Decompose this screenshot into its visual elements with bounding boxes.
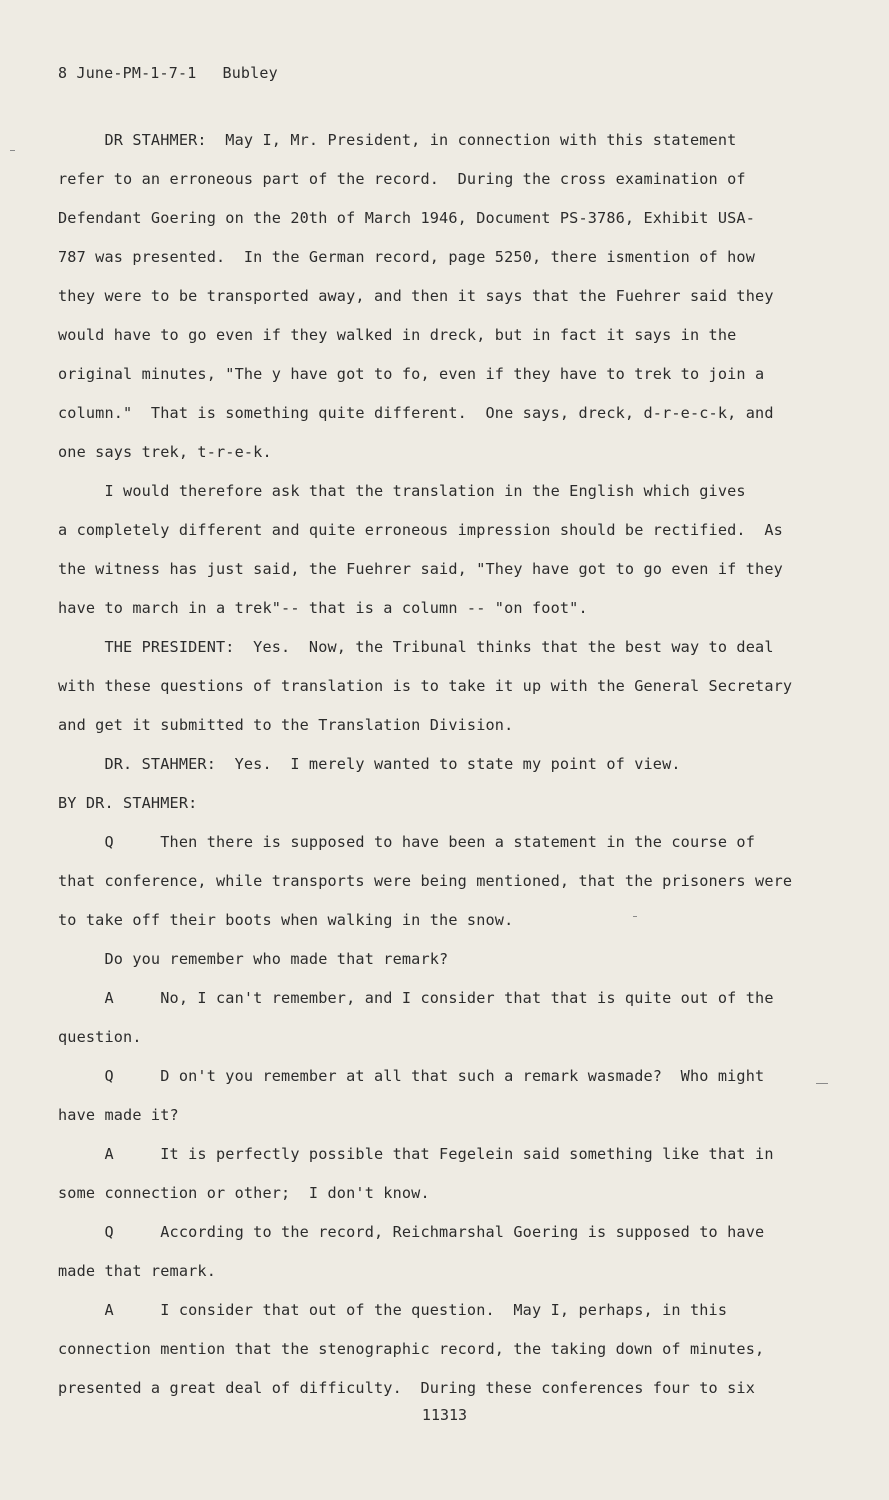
transcript-line: DR STAHMER: May I, Mr. President, in connection with this statement bbox=[58, 131, 737, 149]
stray-mark bbox=[633, 916, 637, 917]
transcript-line: I would therefore ask that the translation in the English which gives bbox=[58, 482, 746, 500]
transcript-line: to take off their boots when walking in the snow. bbox=[58, 911, 514, 929]
margin-mark-right bbox=[816, 1083, 828, 1084]
transcript-line: that conference, while transports were being mentioned, that the prisoners were bbox=[58, 872, 793, 890]
transcript-line: BY DR. STAHMER: bbox=[58, 794, 198, 812]
transcript-line: presented a great deal of difficulty. During these conferences four to six bbox=[58, 1379, 756, 1397]
transcript-line: Defendant Goering on the 20th of March 1946, Document PS-3786, Exhibit USA- bbox=[58, 209, 756, 227]
transcript-line: and get it submitted to the Translation Division. bbox=[58, 716, 514, 734]
transcript-line: original minutes, "The y have got to fo, even if they have to trek to join a bbox=[58, 365, 765, 383]
transcript-line: would have to go even if they walked in dreck, but in fact it says in the bbox=[58, 326, 737, 344]
transcript-line: have to march in a trek"-- that is a column -- "on foot". bbox=[58, 599, 588, 617]
transcript-line: A I consider that out of the question. May I, perhaps, in this bbox=[58, 1301, 728, 1319]
transcript-line: connection mention that the stenographic record, the taking down of minutes, bbox=[58, 1340, 765, 1358]
transcript-line: Q D on't you remember at all that such a remark wasmade? Who might bbox=[58, 1067, 765, 1085]
page-header bbox=[58, 64, 278, 82]
transcript-line: question. bbox=[58, 1028, 142, 1046]
transcript-line: a completely different and quite erroneous impression should be rectified. As bbox=[58, 521, 783, 539]
transcript-line: 787 was presented. In the German record, page 5250, there ismention of how bbox=[58, 248, 756, 266]
transcript-line: have made it? bbox=[58, 1106, 179, 1124]
transcript-line: refer to an erroneous part of the record. During the cross examination of bbox=[58, 170, 746, 188]
margin-mark-left bbox=[10, 150, 15, 151]
transcript-line: DR. STAHMER: Yes. I merely wanted to state my point of view. bbox=[58, 755, 681, 773]
transcript-line: THE PRESIDENT: Yes. Now, the Tribunal thinks that the best way to deal bbox=[58, 638, 774, 656]
transcript-line: Q According to the record, Reichmarshal Goering is supposed to have bbox=[58, 1223, 765, 1241]
transcript-line: with these questions of translation is to take it up with the General Secretary bbox=[58, 677, 793, 695]
transcript-line: they were to be transported away, and then it says that the Fuehrer said they bbox=[58, 287, 774, 305]
header-reference: 8 June-PM-1-7-1 bbox=[58, 64, 197, 82]
transcript-line: some connection or other; I don't know. bbox=[58, 1184, 430, 1202]
transcript-body bbox=[58, 121, 838, 1408]
transcript-line: Q Then there is supposed to have been a statement in the course of bbox=[58, 833, 756, 851]
transcript-line: one says trek, t-r-e-k. bbox=[58, 443, 272, 461]
transcript-line: A No, I can't remember, and I consider that that is quite out of the bbox=[58, 989, 774, 1007]
transcript-line: A It is perfectly possible that Fegelein said something like that in bbox=[58, 1145, 774, 1163]
transcript-line: made that remark. bbox=[58, 1262, 216, 1280]
page-number: 11313 bbox=[421, 1406, 468, 1424]
header-author: Bubley bbox=[222, 64, 278, 82]
transcript-line: column." That is something quite different. One says, dreck, d-r-e-c-k, and bbox=[58, 404, 774, 422]
transcript-line: Do you remember who made that remark? bbox=[58, 950, 449, 968]
transcript-line: the witness has just said, the Fuehrer said, "They have got to go even if they bbox=[58, 560, 783, 578]
